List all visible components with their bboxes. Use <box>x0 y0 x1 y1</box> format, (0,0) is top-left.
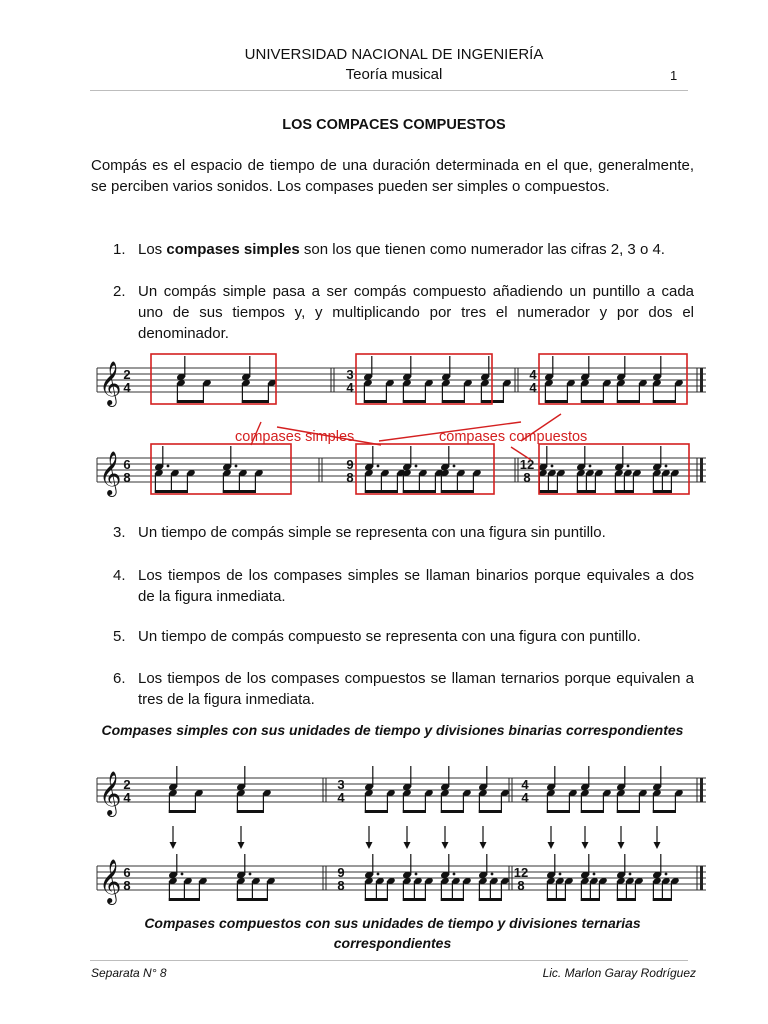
note-beam <box>617 400 640 403</box>
highlight-box <box>151 354 276 404</box>
note-beam <box>365 898 388 901</box>
note-beam <box>403 400 426 403</box>
treble-clef-icon: 𝄞 <box>99 861 122 903</box>
note-beam <box>581 898 600 901</box>
note-beam <box>169 810 196 813</box>
down-arrow-icon <box>238 842 245 849</box>
time-signature-denominator: 8 <box>523 470 531 485</box>
music-figure-time-units <box>91 762 711 914</box>
university-name: UNIVERSIDAD NACIONAL DE INGENIERÍA <box>244 46 544 63</box>
list-item <box>113 626 694 647</box>
note-dot <box>377 465 380 468</box>
time-signature-denominator: 4 <box>521 790 529 805</box>
time-signature-denominator: 4 <box>346 380 354 395</box>
note-dot <box>589 465 592 468</box>
time-signature-numerator: 2 <box>123 367 131 382</box>
note-beam <box>653 400 676 403</box>
treble-clef-icon: 𝄞 <box>99 773 122 815</box>
note-dot <box>415 873 418 876</box>
list-item <box>113 565 694 607</box>
note-dot <box>415 465 418 468</box>
time-signature-denominator: 4 <box>337 790 345 805</box>
note-dot <box>627 465 630 468</box>
note-beam <box>545 400 568 403</box>
header-rule <box>90 90 688 91</box>
list-item-number: 3. <box>113 524 126 541</box>
list-item-number: 6. <box>113 670 126 687</box>
note-beam <box>403 490 436 493</box>
note-beam <box>403 810 426 813</box>
note-beam <box>242 400 269 403</box>
list-item-number: 1. <box>113 241 126 258</box>
list-item-text: Los <box>138 241 167 258</box>
note-dot <box>453 873 456 876</box>
list-item <box>113 281 694 344</box>
time-signature-denominator: 4 <box>123 380 131 395</box>
down-arrow-icon <box>582 842 589 849</box>
page-number: 1 <box>670 68 678 83</box>
note-beam <box>237 810 264 813</box>
time-signature-numerator: 4 <box>521 777 529 792</box>
time-signature-numerator: 2 <box>123 777 131 792</box>
list-item-number: 5. <box>113 628 126 645</box>
note-beam <box>442 400 465 403</box>
note-beam <box>479 810 502 813</box>
note-dot <box>491 873 494 876</box>
note-dot <box>629 873 632 876</box>
note-beam <box>653 810 676 813</box>
list-item-text: Un compás simple pasa a ser compás compuesto añadiendo un puntillo a cada uno de sus tiempos y, y multiplicando por tres el numerador y por dos el denominador. <box>138 283 694 342</box>
caption-simple: Compases simples con sus unidades de tiempo y divisiones binarias correspondientes <box>101 722 684 738</box>
note-beam <box>581 400 604 403</box>
note-beam <box>577 490 596 493</box>
note-beam <box>615 490 634 493</box>
time-signature-denominator: 8 <box>123 470 131 485</box>
highlight-box <box>539 444 689 494</box>
caption-compound: Compases compuestos con sus unidades de tiempo y divisiones ternarias correspondientes <box>144 915 641 951</box>
footer-rule <box>90 960 688 961</box>
time-signature-numerator: 3 <box>346 367 354 382</box>
note-dot <box>235 465 238 468</box>
list-item-number: 2. <box>113 283 126 300</box>
footer-right: Lic. Marlon Garay Rodríguez <box>542 966 696 980</box>
time-signature-denominator: 4 <box>123 790 131 805</box>
time-signature-denominator: 8 <box>517 878 525 893</box>
list-item-text: Un tiempo de compás simple se representa con una figura sin puntillo. <box>138 524 606 541</box>
note-dot <box>377 873 380 876</box>
list-item <box>113 668 694 710</box>
note-beam <box>177 400 204 403</box>
intro-paragraph: Compás es el espacio de tiempo de una duración determinada en el que, generalmente, se perciben varios sonidos. Los compases pueden ser simples o compuestos. <box>91 157 694 195</box>
label-compases-compuestos: compases compuestos <box>439 429 588 445</box>
note-beam <box>223 490 256 493</box>
time-signature-denominator: 8 <box>337 878 345 893</box>
note-beam <box>441 490 474 493</box>
note-dot <box>167 465 170 468</box>
list-item <box>113 522 694 543</box>
page-title: LOS COMPACES COMPUESTOS <box>282 117 506 133</box>
highlight-box <box>539 354 687 404</box>
note-beam <box>547 898 566 901</box>
down-arrow-icon <box>654 842 661 849</box>
final-barline <box>700 458 703 482</box>
list-item-text: Los tiempos de los compases compuestos se llaman ternarios porque equivalen a tres de la figura inmediata. <box>138 670 694 708</box>
note-beam <box>155 490 188 493</box>
time-signature-numerator: 9 <box>346 457 354 472</box>
down-arrow-icon <box>548 842 555 849</box>
final-barline <box>700 368 703 392</box>
treble-clef-icon: 𝄞 <box>99 453 122 495</box>
note-beam <box>547 810 570 813</box>
note-beam <box>479 898 502 901</box>
note-beam <box>365 490 398 493</box>
note-dot <box>453 465 456 468</box>
footer-left: Separata N° 8 <box>91 966 167 980</box>
time-signature-denominator: 8 <box>346 470 354 485</box>
list-item-text: Un tiempo de compás compuesto se representa con una figura con puntillo. <box>138 628 641 645</box>
note-beam <box>403 898 426 901</box>
list-item-number: 4. <box>113 567 126 584</box>
list-item-bold-text: compases simples <box>166 241 300 258</box>
course-name: Teoría musical <box>345 66 443 83</box>
down-arrow-icon <box>366 842 373 849</box>
note-beam <box>365 810 388 813</box>
label-compases-simples: compases simples <box>235 429 355 445</box>
note-beam <box>653 490 672 493</box>
time-signature-denominator: 4 <box>529 380 537 395</box>
down-arrow-icon <box>170 842 177 849</box>
final-barline <box>700 866 703 890</box>
note-beam <box>169 898 200 901</box>
time-signature-denominator: 8 <box>123 878 131 893</box>
final-barline <box>700 778 703 802</box>
time-signature-numerator: 6 <box>123 865 131 880</box>
list-item <box>113 239 694 260</box>
time-signature-numerator: 3 <box>337 777 345 792</box>
highlight-box <box>356 354 492 404</box>
list-item-text: Los tiempos de los compases simples se llaman binarios porque equivales a dos de la figura inmediata. <box>138 567 694 605</box>
note-beam <box>617 810 640 813</box>
note-beam <box>653 898 672 901</box>
note-beam <box>237 898 268 901</box>
note-beam <box>617 898 636 901</box>
down-arrow-icon <box>480 842 487 849</box>
note-beam <box>364 400 387 403</box>
note-dot <box>665 873 668 876</box>
note-dot <box>551 465 554 468</box>
time-signature-numerator: 4 <box>529 367 537 382</box>
time-signature-numerator: 9 <box>337 865 345 880</box>
down-arrow-icon <box>404 842 411 849</box>
music-figure-simple-compound <box>91 352 711 512</box>
note-dot <box>559 873 562 876</box>
note-dot <box>249 873 252 876</box>
note-dot <box>665 465 668 468</box>
treble-clef-icon: 𝄞 <box>99 363 122 405</box>
down-arrow-icon <box>618 842 625 849</box>
time-signature-numerator: 12 <box>513 865 529 880</box>
note-beam <box>539 490 558 493</box>
time-signature-numerator: 6 <box>123 457 131 472</box>
note-dot <box>593 873 596 876</box>
note-beam <box>581 810 604 813</box>
note-beam <box>441 898 464 901</box>
list-item-text: son los que tienen como numerador las cifras 2, 3 o 4. <box>299 241 665 258</box>
note-dot <box>181 873 184 876</box>
note-beam <box>441 810 464 813</box>
time-signature-numerator: 12 <box>519 457 535 472</box>
down-arrow-icon <box>442 842 449 849</box>
